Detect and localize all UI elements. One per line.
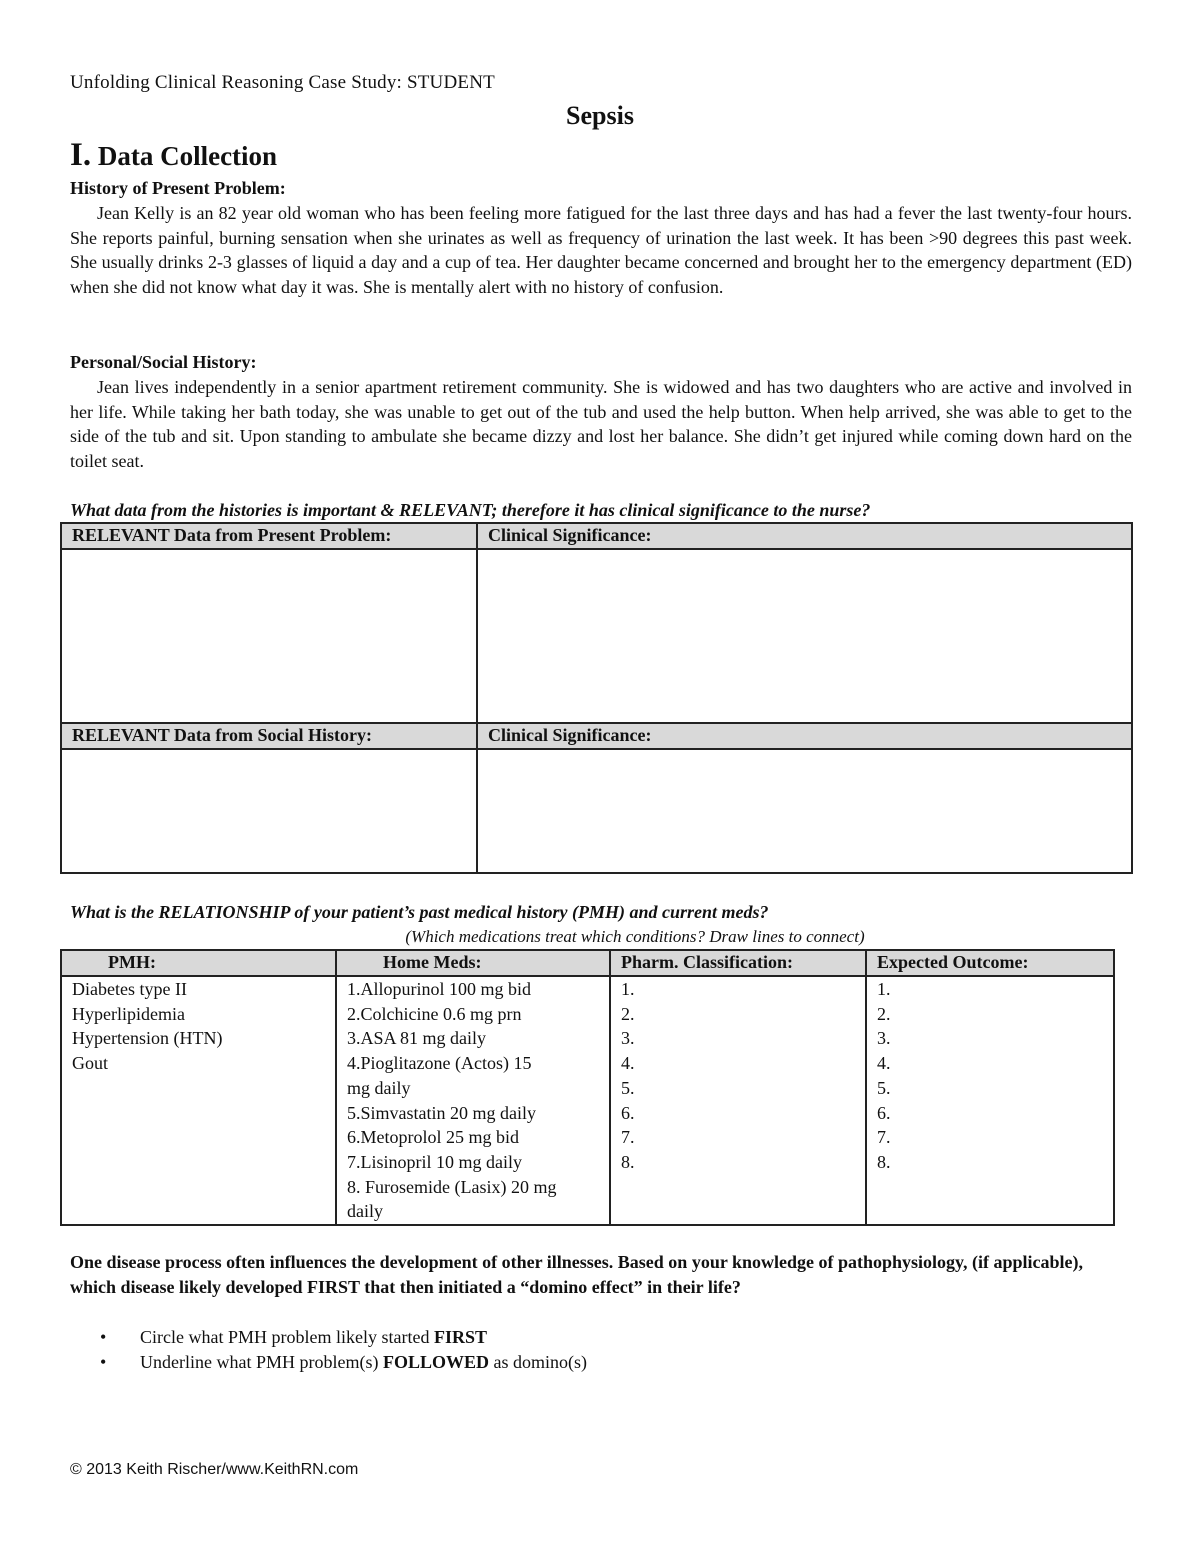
classification-line: 7. bbox=[621, 1127, 635, 1148]
social-history-answer-cell[interactable] bbox=[61, 749, 477, 873]
classification-answer-cell[interactable] bbox=[610, 976, 866, 1225]
outcome-line: 7. bbox=[877, 1127, 891, 1148]
classification-line: 8. bbox=[621, 1151, 635, 1172]
pmh-item: Gout bbox=[72, 1053, 108, 1074]
classification-line: 1. bbox=[621, 979, 635, 999]
outcome-line: 5. bbox=[877, 1077, 891, 1098]
med-line: 4.Pioglitazone (Actos) 15 bbox=[347, 1053, 532, 1074]
outcome-line: 3. bbox=[877, 1028, 891, 1049]
social-history-paragraph bbox=[70, 375, 1132, 473]
classification-line: 6. bbox=[621, 1102, 635, 1123]
document-title: Sepsis bbox=[566, 101, 634, 130]
clinical-significance-header-2: Clinical Significance: bbox=[477, 723, 1132, 749]
classification-line: 2. bbox=[621, 1003, 635, 1024]
pmh-header: PMH: bbox=[61, 950, 336, 976]
copyright-footer: © 2013 Keith Rischer/www.KeithRN.com bbox=[70, 1461, 359, 1478]
med-line: daily bbox=[347, 1201, 383, 1222]
history-present-text: Jean Kelly is an 82 year old woman who has been feeling more fatigued for the last three days and has had a fever the last twenty-four hours. She reports painful, burning sensation when she urinates as well as frequency of urination the last week. It has been >90 degrees this past week. She usually drinks 2-3 glasses of liquid a day and a cup of tea. Her daughter became concerned and brought her to the emergency department (ED) when she did not know what day it was. She is mentally alert with no history of confusion. bbox=[70, 203, 1132, 297]
first-emphasis: FIRST bbox=[433, 1327, 487, 1347]
home-meds-list-cell bbox=[336, 976, 610, 1225]
social-significance-answer-cell[interactable] bbox=[477, 749, 1132, 873]
present-problem-header: RELEVANT Data from Present Problem: bbox=[61, 523, 477, 549]
present-significance-answer-cell[interactable] bbox=[477, 549, 1132, 723]
followed-emphasis: FOLLOWED bbox=[382, 1352, 489, 1372]
pmh-item: Diabetes type II bbox=[72, 979, 187, 999]
outcome-line: 2. bbox=[877, 1003, 891, 1024]
home-meds-header: Home Meds: bbox=[336, 950, 610, 976]
pmh-list-cell bbox=[61, 976, 336, 1225]
outcome-answer-cell[interactable] bbox=[866, 976, 1114, 1225]
pmh-item: Hypertension (HTN) bbox=[72, 1028, 223, 1049]
classification-line: 4. bbox=[621, 1053, 635, 1074]
outcome-line: 8. bbox=[877, 1151, 891, 1172]
relevant-data-table bbox=[60, 522, 1133, 874]
outcome-line: 4. bbox=[877, 1053, 891, 1074]
history-present-heading: History of Present Problem: bbox=[70, 178, 286, 198]
outcome-line: 1. bbox=[877, 979, 891, 999]
med-line: 1.Allopurinol 100 mg bid bbox=[347, 979, 531, 999]
case-study-header: Unfolding Clinical Reasoning Case Study: STUDENT bbox=[70, 72, 495, 93]
med-line: 6.Metoprolol 25 mg bid bbox=[347, 1127, 519, 1148]
bullet-circle-first: • Circle what PMH problem likely started FIRST bbox=[100, 1325, 587, 1350]
med-line: 5.Simvastatin 20 mg daily bbox=[347, 1102, 536, 1123]
pharm-classification-header: Pharm. Classification: bbox=[610, 950, 866, 976]
domino-question: One disease process often influences the development of other illnesses. Based on your knowledge of pathophysiology, (if applicable), which disease likely developed FIRST that then initiated a “domino effect” in their life? bbox=[70, 1252, 1084, 1297]
med-line: 8. Furosemide (Lasix) 20 mg bbox=[347, 1176, 557, 1197]
domino-instructions bbox=[100, 1325, 587, 1375]
clinical-significance-header: Clinical Significance: bbox=[477, 523, 1132, 549]
relationship-note: (Which medications treat which conditions? Draw lines to connect) bbox=[405, 927, 865, 946]
section-numeral: I. bbox=[70, 137, 92, 173]
section-title bbox=[70, 137, 277, 174]
classification-line: 3. bbox=[621, 1028, 635, 1049]
med-line: 7.Lisinopril 10 mg daily bbox=[347, 1151, 522, 1172]
expected-outcome-header: Expected Outcome: bbox=[866, 950, 1114, 976]
section-title-text: Data Collection bbox=[97, 141, 278, 171]
bullet-underline-followed: • Underline what PMH problem(s) FOLLOWED as domino(s) bbox=[100, 1350, 587, 1375]
classification-line: 5. bbox=[621, 1077, 635, 1098]
social-history-data-header: RELEVANT Data from Social History: bbox=[61, 723, 477, 749]
history-present-paragraph bbox=[70, 201, 1132, 299]
present-problem-answer-cell[interactable] bbox=[61, 549, 477, 723]
relevant-data-question: What data from the histories is important & RELEVANT; therefore it has clinical significance to the nurse? bbox=[70, 500, 871, 520]
med-line: 2.Colchicine 0.6 mg prn bbox=[347, 1003, 522, 1024]
pmh-meds-table bbox=[60, 949, 1115, 1226]
social-history-heading: Personal/Social History: bbox=[70, 352, 257, 372]
med-line: 3.ASA 81 mg daily bbox=[347, 1028, 487, 1049]
pmh-item: Hyperlipidemia bbox=[72, 1003, 185, 1024]
social-history-text: Jean lives independently in a senior apartment retirement community. She is widowed and has two daughters who are active and involved in her life. While taking her bath today, she was unable to get out of the tub and used the help button. When help arrived, she was able to get to the side of the tub and sit. Upon standing to ambulate she became dizzy and lost her balance. She didn’t get injured while coming down hard on the toilet seat. bbox=[70, 377, 1132, 471]
outcome-line: 6. bbox=[877, 1102, 891, 1123]
relationship-question: What is the RELATIONSHIP of your patient’s past medical history (PMH) and current meds? bbox=[70, 902, 769, 922]
med-line: mg daily bbox=[347, 1077, 411, 1098]
